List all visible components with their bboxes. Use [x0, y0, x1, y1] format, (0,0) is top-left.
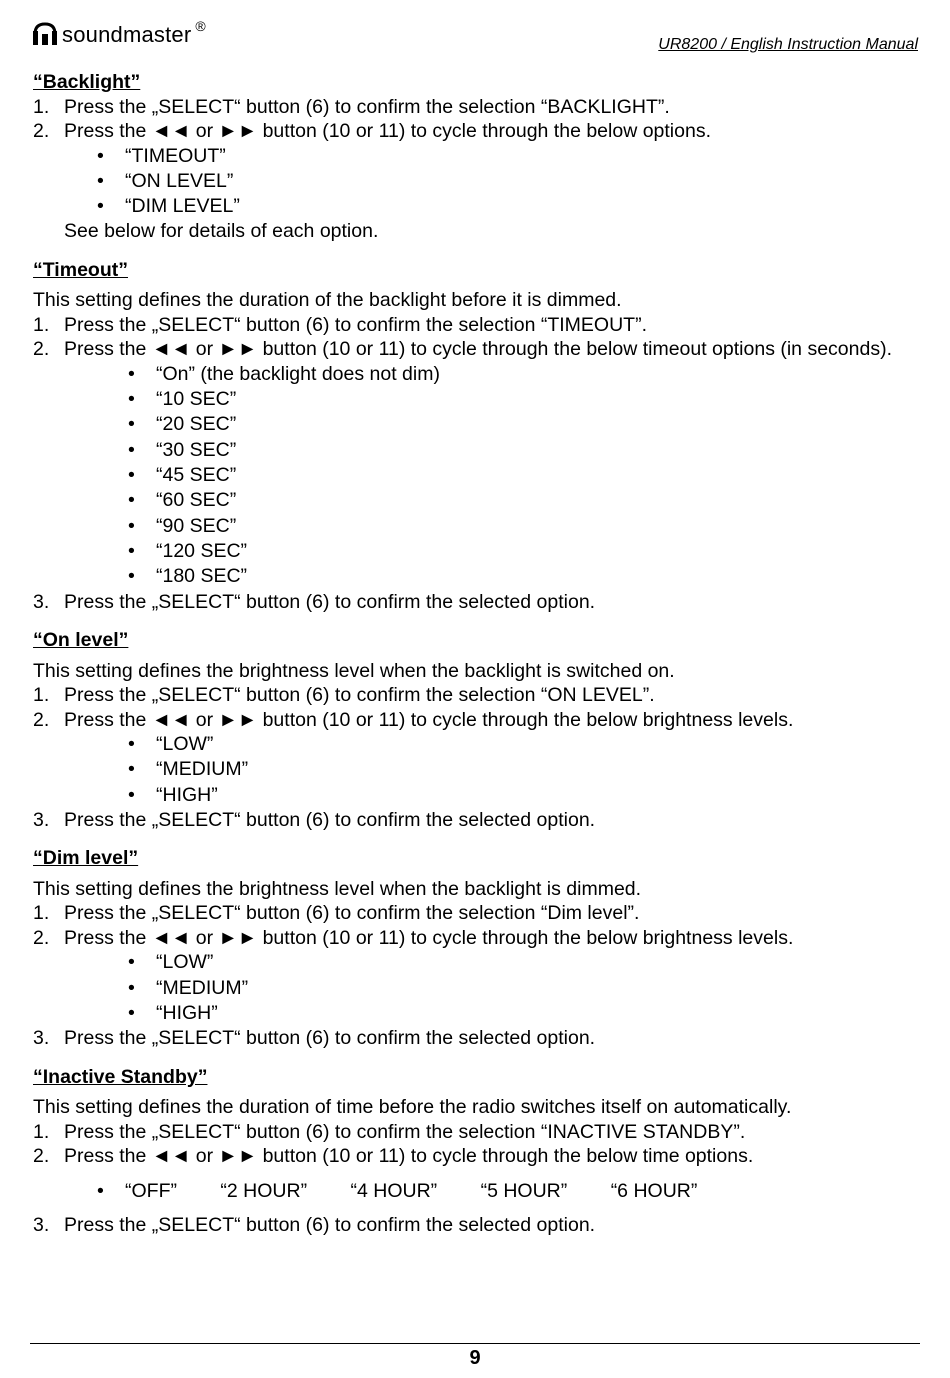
backlight-note: See below for details of each option.	[64, 220, 379, 243]
option-item: • “30 SEC”	[33, 438, 923, 463]
registered-mark: ®	[195, 18, 206, 34]
step-item: 1. Press the „SELECT“ button (6) to confirm the selection “BACKLIGHT”.	[33, 95, 670, 118]
option-item: • “HIGH”	[33, 783, 923, 808]
timeout-steps	[33, 313, 923, 362]
timeout-intro: This setting defines the duration of the backlight before it is dimmed.	[33, 289, 622, 312]
timeout-options	[33, 362, 923, 590]
step-item: 1. Press the „SELECT“ button (6) to confirm the selection “INACTIVE STANDBY”.	[33, 1120, 746, 1143]
section-title-timeout: “Timeout”	[33, 258, 128, 281]
inactive-standby-steps	[33, 1120, 923, 1169]
step-item: 2. Press the ◄◄ or ►► button (10 or 11) to cycle through the below time options.	[33, 1145, 754, 1168]
step-item: 3. Press the „SELECT“ button (6) to confirm the selected option.	[33, 590, 596, 613]
option-item: • “LOW”	[33, 950, 923, 975]
option-item: • “HIGH”	[33, 1001, 923, 1026]
section-title-dim-level: “Dim level”	[33, 847, 139, 870]
step-item: 2. Press the ◄◄ or ►► button (10 or 11) to cycle through the below timeout options (in seconds).	[33, 338, 892, 361]
dim-level-steps	[33, 901, 923, 950]
option-item: • “10 SEC”	[33, 387, 923, 412]
option-item: • “20 SEC”	[33, 412, 923, 437]
option-item: • “On” (the backlight does not dim)	[33, 362, 923, 387]
step-item: 1. Press the „SELECT“ button (6) to confirm the selection “Dim level”.	[33, 902, 640, 925]
option-item: • “ON LEVEL”	[33, 169, 923, 194]
inactive-standby-options	[33, 1179, 923, 1204]
soundmaster-logo-icon	[32, 22, 58, 48]
section-title-inactive-standby: “Inactive Standby”	[33, 1065, 208, 1088]
option-item: • “DIM LEVEL”	[33, 194, 923, 219]
footer-divider	[30, 1343, 920, 1344]
option-item: • “TIMEOUT”	[33, 144, 923, 169]
step-item: 2. Press the ◄◄ or ►► button (10 or 11) to cycle through the below options.	[33, 120, 711, 142]
dim-level-intro: This setting defines the brightness level when the backlight is dimmed.	[33, 877, 642, 900]
option-item: • “60 SEC”	[33, 488, 923, 513]
option-item: “4 HOUR”	[350, 1179, 438, 1202]
option-item: “5 HOUR”	[480, 1179, 568, 1202]
inactive-standby-final-step	[33, 1213, 923, 1238]
page-content	[33, 70, 923, 1238]
option-item: • “120 SEC”	[33, 539, 923, 564]
option-item: • “90 SEC”	[33, 514, 923, 539]
on-level-intro: This setting defines the brightness level when the backlight is switched on.	[33, 659, 675, 682]
step-item: 2. Press the ◄◄ or ►► button (10 or 11) to cycle through the below brightness levels.	[33, 708, 794, 731]
option-item: • “LOW”	[33, 732, 923, 757]
option-item: • “45 SEC”	[33, 463, 923, 488]
step-item: 3. Press the „SELECT“ button (6) to confirm the selected option.	[33, 808, 596, 831]
option-item: • “MEDIUM”	[33, 757, 923, 782]
option-item: • “MEDIUM”	[33, 976, 923, 1001]
backlight-options	[33, 144, 923, 220]
step-item: 2. Press the ◄◄ or ►► button (10 or 11) to cycle through the below brightness levels.	[33, 926, 794, 949]
option-item: “OFF”	[125, 1179, 177, 1202]
brand-logo	[32, 18, 206, 48]
option-item: “2 HOUR”	[220, 1179, 308, 1202]
dim-level-options	[33, 950, 923, 1026]
option-item: “6 HOUR”	[610, 1179, 698, 1202]
step-item: 3. Press the „SELECT“ button (6) to confirm the selected option.	[33, 1027, 596, 1050]
backlight-steps	[33, 95, 923, 144]
brand-name: soundmaster	[62, 22, 192, 47]
on-level-options	[33, 732, 923, 808]
inactive-standby-intro: This setting defines the duration of time before the radio switches itself on automatically.	[33, 1096, 792, 1119]
page-number: 9	[469, 1347, 481, 1369]
on-level-steps	[33, 683, 923, 732]
on-level-final-step	[33, 808, 923, 833]
option-item: • “180 SEC”	[33, 564, 923, 589]
timeout-final-step	[33, 590, 923, 615]
section-title-on-level: “On level”	[33, 629, 129, 652]
manual-title: UR8200 / English Instruction Manual	[658, 36, 918, 53]
step-item: 1. Press the „SELECT“ button (6) to confirm the selection “ON LEVEL”.	[33, 684, 655, 707]
step-item: 1. Press the „SELECT“ button (6) to confirm the selection “TIMEOUT”.	[33, 313, 648, 336]
section-title-backlight: “Backlight”	[33, 71, 141, 93]
page-header	[0, 0, 950, 60]
step-item: 3. Press the „SELECT“ button (6) to confirm the selected option.	[33, 1214, 596, 1237]
dim-level-final-step	[33, 1026, 923, 1051]
